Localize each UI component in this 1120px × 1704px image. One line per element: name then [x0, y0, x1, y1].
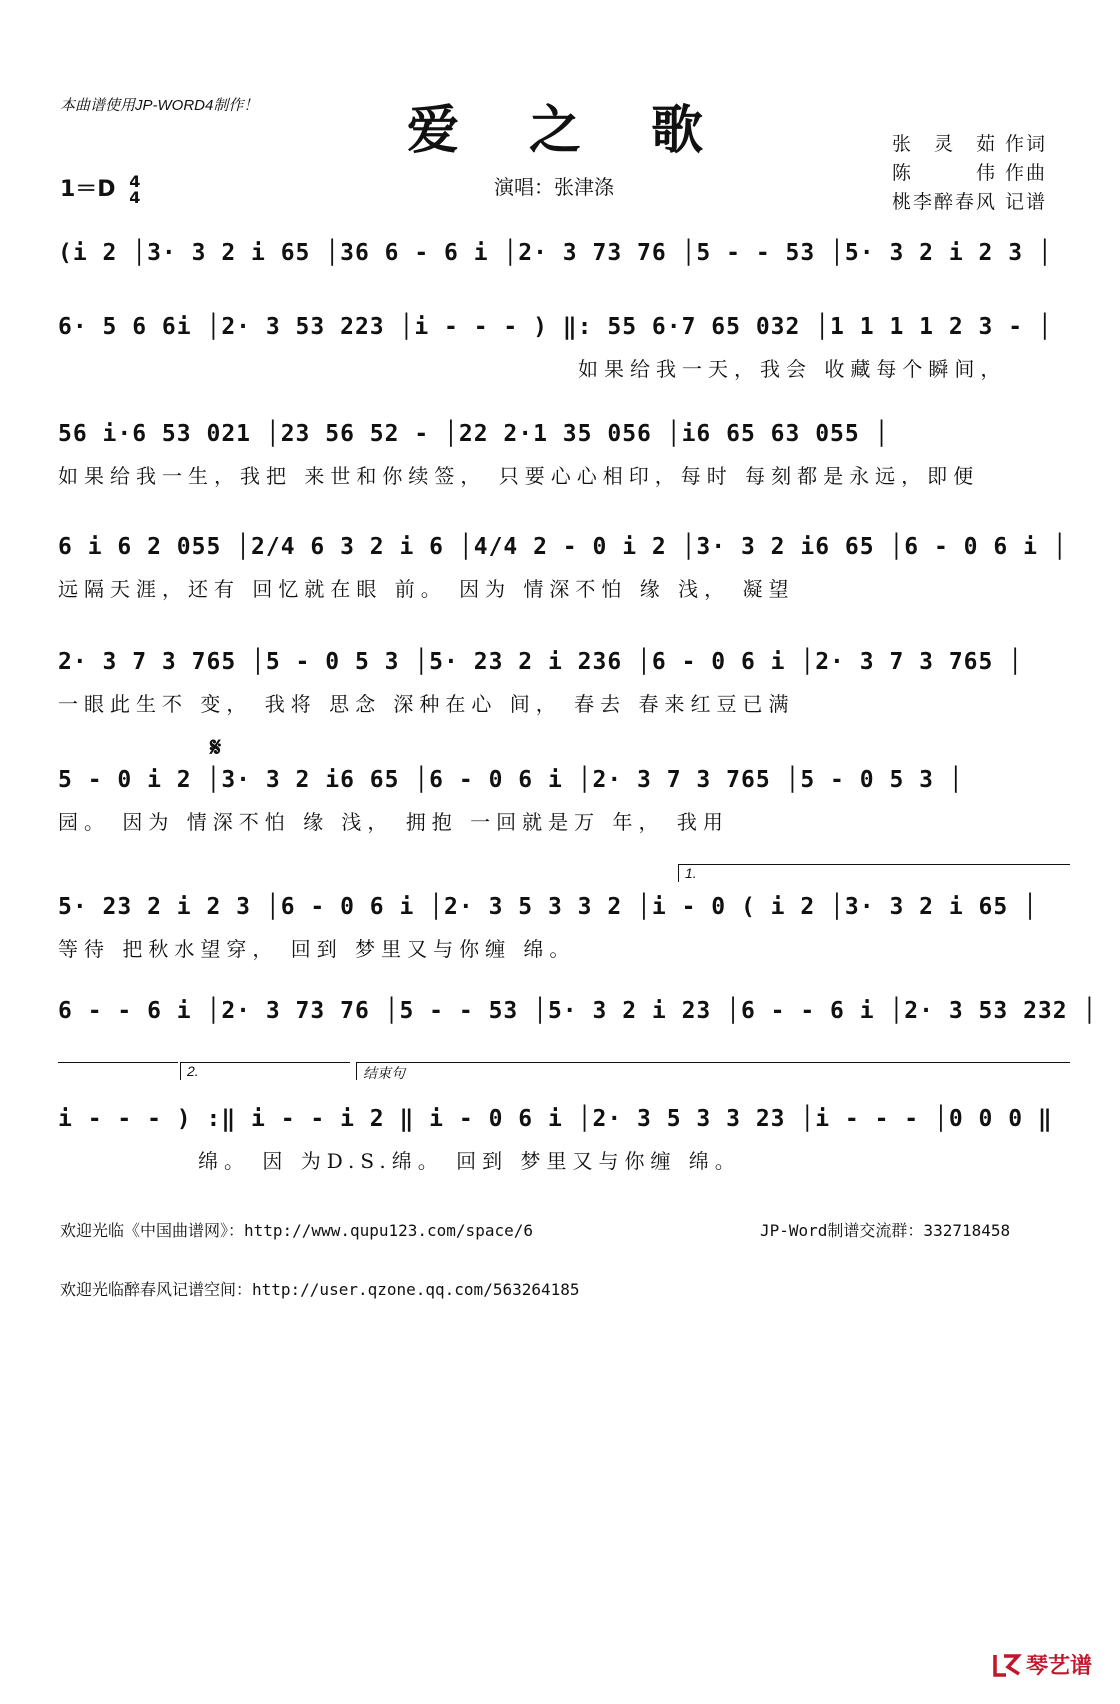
- notation-line: 2· 3 7 3 765 │5 - 0 5 3 │5· 23 2 i 236 │6 - 0 6 i │2· 3 7 3 765 │: [58, 649, 1024, 675]
- time-signature: [129, 174, 140, 206]
- logo-mark-icon: [992, 1652, 1022, 1678]
- lyrics-line: 如果给我一生，我把 来世和你续签， 只要心心相印，每时 每刻都是永远，即便: [58, 464, 980, 488]
- score-system-6: [58, 733, 1070, 855]
- score-system-5: [58, 647, 1070, 737]
- volta-coda: [356, 1062, 1070, 1080]
- lyrics-line: 等待 把秋水望穿， 回到 梦里又与你缠 绵。: [58, 937, 576, 961]
- score-system-2: [58, 312, 1070, 402]
- lyrics-line: 绵。 因 为D.S.绵。 回到 梦里又与你缠 绵。: [198, 1149, 741, 1173]
- volta-first-ending: [678, 864, 1070, 882]
- key-label: 1＝D: [60, 177, 116, 202]
- segno-sign: 𝄋: [210, 733, 222, 763]
- notation-line: (i 2 │3· 3 2 i 65 │36 6 - 6 i │2· 3 73 76 │5 - - 53 │5· 3 2 i 2 3 │: [58, 240, 1053, 266]
- score-system-3: [58, 419, 1070, 509]
- repeat-line: [58, 1062, 178, 1063]
- notation-line: 56 i·6 53 021 │23 56 52 - │22 2·1 35 056 │i6 65 63 055 │: [58, 421, 890, 447]
- score-system-9: [58, 1063, 1070, 1194]
- volta-second-label: 2.: [187, 1063, 199, 1079]
- lyrics-line: 远隔天涯，还有 回忆就在眼 前。 因为 情深不怕 缘 浅， 凝望: [58, 577, 795, 601]
- lyrics-line: 一眼此生不 变， 我将 思念 深种在心 间， 春去 春来红豆已满: [58, 692, 795, 716]
- logo-text: 琴艺谱: [1025, 1654, 1092, 1679]
- credit-composer: 陈 伟 作曲: [892, 162, 1048, 184]
- credits: [892, 130, 1047, 217]
- credit-transcriber: 桃李醉春风 记谱: [892, 191, 1048, 213]
- notation-line: i - - - ) :‖ i - - i 2 ‖ i - 0 6 i │2· 3 5 3 3 23 │i - - - │0 0 0 ‖: [58, 1106, 1053, 1132]
- notation-line: 5 - 0 i 2 │3· 3 2 i6 65 │6 - 0 6 i │2· 3 7 3 765 │5 - 0 5 3 │: [58, 767, 964, 793]
- volta-second-ending: [180, 1062, 350, 1080]
- notation-line: 6 - - 6 i │2· 3 73 76 │5 - - 53 │5· 3 2 i 23 │6 - - 6 i │2· 3 53 232 │: [58, 998, 1098, 1024]
- lyrics-line: 如果给我一天，我会 收藏每个瞬间，: [578, 357, 1007, 381]
- software-note: 本曲谱使用JP-WORD4制作！: [60, 97, 259, 114]
- singer: 演唱：张津涤: [494, 175, 614, 199]
- credit-lyricist: 张 灵 茹 作词: [892, 133, 1048, 155]
- time-sig-top: 4: [129, 172, 141, 191]
- footer-group-info: JP-Word制谱交流群：332718458: [760, 1221, 1011, 1240]
- site-logo: [992, 1649, 1092, 1680]
- notation-line: 6 i 6 2 055 │2/4 6 3 2 i 6 │4/4 2 - 0 i 2 │3· 3 2 i6 65 │6 - 0 6 i │: [58, 534, 1068, 560]
- footer-site-link[interactable]: 欢迎光临《中国曲谱网》：http://www.qupu123.com/space/6: [60, 1221, 533, 1240]
- score-system-7: [58, 865, 1070, 982]
- time-sig-bottom: 4: [129, 188, 141, 207]
- coda-label: 结束句: [363, 1065, 405, 1081]
- page-title: 爱之歌: [406, 100, 773, 161]
- lyrics-line: 园。 因为 情深不怕 缘 浅， 拥抱 一回就是万 年， 我用: [58, 810, 729, 834]
- notation-line: 6· 5 6 6i │2· 3 53 223 │i - - - ) ‖: 55 6·7 65 032 │1 1 1 1 2 3 - │: [58, 314, 1053, 340]
- score-system-4: [58, 532, 1070, 622]
- key-signature: [60, 172, 140, 206]
- notation-line: 5· 23 2 i 2 3 │6 - 0 6 i │2· 3 5 3 3 2 │i - 0 ( i 2 │3· 3 2 i 65 │: [58, 894, 1038, 920]
- volta-first-label: 1.: [685, 865, 697, 881]
- footer-space-link[interactable]: 欢迎光临醉春风记谱空间：http://user.qzone.qq.com/563264185: [60, 1280, 580, 1299]
